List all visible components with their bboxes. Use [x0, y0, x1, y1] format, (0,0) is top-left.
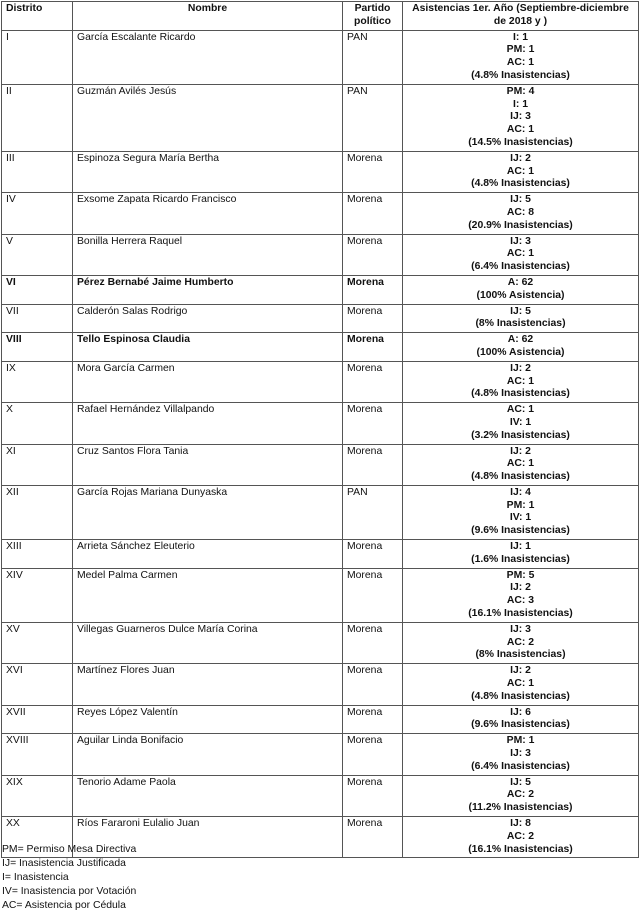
legend-item: AC= Asistencia por Cédula — [2, 900, 126, 911]
nombre-cell: Exsome Zapata Ricardo Francisco — [73, 193, 343, 234]
asistencias-cell — [403, 734, 639, 775]
distrito-cell: XVII — [2, 705, 73, 734]
partido-cell: Morena — [343, 361, 403, 402]
partido-cell: PAN — [343, 485, 403, 539]
asistencias-cell — [403, 84, 639, 151]
distrito-cell: VIII — [2, 333, 73, 362]
attendance-line: (6.4% Inasistencias) — [471, 261, 570, 273]
partido-cell: PAN — [343, 84, 403, 151]
asistencias-cell — [403, 234, 639, 275]
attendance-line: PM: 4 — [506, 85, 535, 97]
attendance-line: (1.6% Inasistencias) — [471, 553, 570, 565]
distrito-cell: VI — [2, 275, 73, 304]
header-distrito: Distrito — [2, 2, 73, 31]
distrito-cell: IX — [2, 361, 73, 402]
attendance-line: (8% Inasistencias) — [475, 649, 566, 661]
attendance-line: (9.6% Inasistencias) — [471, 719, 570, 731]
legend-item: PM= Permiso Mesa Directiva — [2, 844, 137, 855]
attendance-line: PM: 5 — [506, 569, 535, 581]
nombre-cell: Pérez Bernabé Jaime Humberto — [73, 275, 343, 304]
attendance-line: IJ: 5 — [510, 305, 531, 317]
attendance-line: AC: 2 — [506, 636, 535, 648]
asistencias-cell — [403, 568, 639, 622]
attendance-line: (4.8% Inasistencias) — [471, 388, 570, 400]
partido-cell: Morena — [343, 775, 403, 816]
partido-cell: Morena — [343, 540, 403, 569]
nombre-cell: Bonilla Herrera Raquel — [73, 234, 343, 275]
attendance-line: IJ: 4 — [510, 486, 531, 498]
distrito-cell: I — [2, 30, 73, 84]
table-row — [2, 734, 639, 775]
partido-cell: Morena — [343, 444, 403, 485]
attendance-line: AC: 1 — [506, 165, 535, 177]
attendance-line: I: 1 — [512, 98, 528, 110]
nombre-cell: Guzmán Avilés Jesús — [73, 84, 343, 151]
asistencias-cell — [403, 705, 639, 734]
distrito-cell: II — [2, 84, 73, 151]
nombre-cell: García Escalante Ricardo — [73, 30, 343, 84]
table-row — [2, 775, 639, 816]
asistencias-cell — [403, 403, 639, 444]
asistencias-cell — [403, 151, 639, 192]
nombre-cell: García Rojas Mariana Dunyaska — [73, 485, 343, 539]
attendance-line: AC: 2 — [506, 789, 535, 801]
partido-cell: Morena — [343, 664, 403, 705]
attendance-line: IJ: 6 — [510, 706, 531, 718]
table-row — [2, 444, 639, 485]
partido-cell: PAN — [343, 30, 403, 84]
nombre-cell: Medel Palma Carmen — [73, 568, 343, 622]
partido-cell: Morena — [343, 333, 403, 362]
attendance-line: (4.8% Inasistencias) — [471, 471, 570, 483]
distrito-cell: III — [2, 151, 73, 192]
table-header-row — [2, 2, 639, 31]
partido-cell: Morena — [343, 568, 403, 622]
distrito-cell: IV — [2, 193, 73, 234]
table-row — [2, 622, 639, 663]
table-row — [2, 705, 639, 734]
attendance-line: PM: 1 — [506, 735, 535, 747]
table-row — [2, 304, 639, 333]
attendance-line: (11.2% Inasistencias) — [468, 802, 573, 814]
distrito-cell: XVI — [2, 664, 73, 705]
distrito-cell: XV — [2, 622, 73, 663]
partido-cell: Morena — [343, 403, 403, 444]
distrito-cell: V — [2, 234, 73, 275]
table-row — [2, 234, 639, 275]
table-row — [2, 664, 639, 705]
attendance-line: AC: 1 — [506, 404, 535, 416]
asistencias-cell — [403, 30, 639, 84]
attendance-line: AC: 1 — [506, 458, 535, 470]
header-partido: Partido político — [343, 2, 403, 31]
distrito-cell: XVIII — [2, 734, 73, 775]
nombre-cell: Tello Espinosa Claudia — [73, 333, 343, 362]
table-row — [2, 151, 639, 192]
attendance-line: IJ: 2 — [510, 445, 531, 457]
attendance-line: AC: 1 — [506, 57, 535, 69]
attendance-line: I: 1 — [512, 31, 528, 43]
header-nombre: Nombre — [73, 2, 343, 31]
attendance-line: (4.8% Inasistencias) — [471, 690, 570, 702]
table-row — [2, 403, 639, 444]
legend-item: IV= Inasistencia por Votación — [2, 886, 137, 897]
attendance-line: (20.9% Inasistencias) — [468, 219, 573, 231]
nombre-cell: Calderón Salas Rodrigo — [73, 304, 343, 333]
asistencias-cell — [403, 622, 639, 663]
partido-cell: Morena — [343, 234, 403, 275]
attendance-line: PM: 1 — [506, 499, 535, 511]
asistencias-cell — [403, 540, 639, 569]
attendance-line: (8% Inasistencias) — [475, 318, 566, 330]
attendance-line: IJ: 5 — [510, 776, 531, 788]
attendance-line: IJ: 3 — [510, 623, 531, 635]
partido-cell: Morena — [343, 817, 403, 858]
nombre-cell: Rafael Hernández Villalpando — [73, 403, 343, 444]
table-row — [2, 485, 639, 539]
asistencias-cell — [403, 333, 639, 362]
attendance-line: AC: 1 — [506, 248, 535, 260]
table-row — [2, 275, 639, 304]
attendance-line: IJ: 5 — [510, 194, 531, 206]
asistencias-cell — [403, 193, 639, 234]
table-row — [2, 568, 639, 622]
attendance-line: A: 62 — [507, 334, 534, 346]
attendance-line: IJ: 2 — [510, 582, 531, 594]
table-row — [2, 333, 639, 362]
attendance-line: IV: 1 — [509, 416, 532, 428]
attendance-line: (100% Asistencia) — [476, 289, 565, 301]
nombre-cell: Tenorio Adame Paola — [73, 775, 343, 816]
partido-cell: Morena — [343, 705, 403, 734]
partido-cell: Morena — [343, 734, 403, 775]
nombre-cell: Reyes López Valentín — [73, 705, 343, 734]
nombre-cell: Cruz Santos Flora Tania — [73, 444, 343, 485]
attendance-line: (3.2% Inasistencias) — [471, 429, 570, 441]
asistencias-cell — [403, 361, 639, 402]
nombre-cell: Arrieta Sánchez Eleuterio — [73, 540, 343, 569]
attendance-line: AC: 2 — [506, 830, 535, 842]
attendance-line: IJ: 3 — [510, 235, 531, 247]
distrito-cell: XIX — [2, 775, 73, 816]
legend — [2, 843, 136, 913]
distrito-cell: XIV — [2, 568, 73, 622]
nombre-cell: Espinoza Segura María Bertha — [73, 151, 343, 192]
attendance-line: (9.6% Inasistencias) — [471, 525, 570, 537]
nombre-cell: Ríos Fararoni Eulalio Juan — [73, 817, 343, 858]
attendance-line: IV: 1 — [509, 512, 532, 524]
nombre-cell: Mora García Carmen — [73, 361, 343, 402]
attendance-line: (100% Asistencia) — [476, 346, 565, 358]
partido-cell: Morena — [343, 275, 403, 304]
distrito-cell: XIII — [2, 540, 73, 569]
table-row — [2, 193, 639, 234]
asistencias-cell — [403, 304, 639, 333]
attendance-line: AC: 3 — [506, 595, 535, 607]
nombre-cell: Aguilar Linda Bonifacio — [73, 734, 343, 775]
attendance-line: (4.8% Inasistencias) — [471, 178, 570, 190]
attendance-line: (16.1% Inasistencias) — [468, 608, 573, 620]
legend-item: I= Inasistencia — [2, 872, 69, 883]
legend-item: IJ= Inasistencia Justificada — [2, 858, 126, 869]
distrito-cell: VII — [2, 304, 73, 333]
asistencias-cell — [403, 664, 639, 705]
attendance-line: IJ: 1 — [510, 541, 531, 553]
attendance-line: AC: 1 — [506, 678, 535, 690]
asistencias-cell — [403, 775, 639, 816]
attendance-line: (16.1% Inasistencias) — [468, 843, 573, 855]
table-body — [2, 30, 639, 858]
partido-cell: Morena — [343, 193, 403, 234]
nombre-cell: Martínez Flores Juan — [73, 664, 343, 705]
attendance-line: IJ: 3 — [510, 111, 531, 123]
attendance-table — [1, 1, 639, 858]
attendance-line: IJ: 2 — [510, 152, 531, 164]
attendance-line: IJ: 8 — [510, 818, 531, 830]
asistencias-cell — [403, 275, 639, 304]
attendance-line: (6.4% Inasistencias) — [471, 760, 570, 772]
partido-cell: Morena — [343, 304, 403, 333]
attendance-line: IJ: 2 — [510, 665, 531, 677]
partido-cell: Morena — [343, 151, 403, 192]
table-row — [2, 84, 639, 151]
attendance-line: IJ: 3 — [510, 748, 531, 760]
distrito-cell: XX — [2, 817, 73, 858]
attendance-line: IJ: 2 — [510, 362, 531, 374]
header-asistencias: Asistencias 1er. Año (Septiembre-diciembre de 2018 y ) — [403, 2, 639, 31]
attendance-line: AC: 1 — [506, 124, 535, 136]
asistencias-cell — [403, 444, 639, 485]
distrito-cell: X — [2, 403, 73, 444]
nombre-cell: Villegas Guarneros Dulce María Corina — [73, 622, 343, 663]
table-row — [2, 361, 639, 402]
distrito-cell: XI — [2, 444, 73, 485]
attendance-line: AC: 1 — [506, 375, 535, 387]
asistencias-cell — [403, 485, 639, 539]
table-row — [2, 540, 639, 569]
attendance-line: AC: 8 — [506, 206, 535, 218]
distrito-cell: XII — [2, 485, 73, 539]
attendance-line: A: 62 — [507, 276, 534, 288]
attendance-line: PM: 1 — [506, 44, 535, 56]
asistencias-cell — [403, 817, 639, 858]
table-row — [2, 30, 639, 84]
partido-cell: Morena — [343, 622, 403, 663]
attendance-line: (4.8% Inasistencias) — [471, 69, 570, 81]
attendance-line: (14.5% Inasistencias) — [468, 136, 573, 148]
